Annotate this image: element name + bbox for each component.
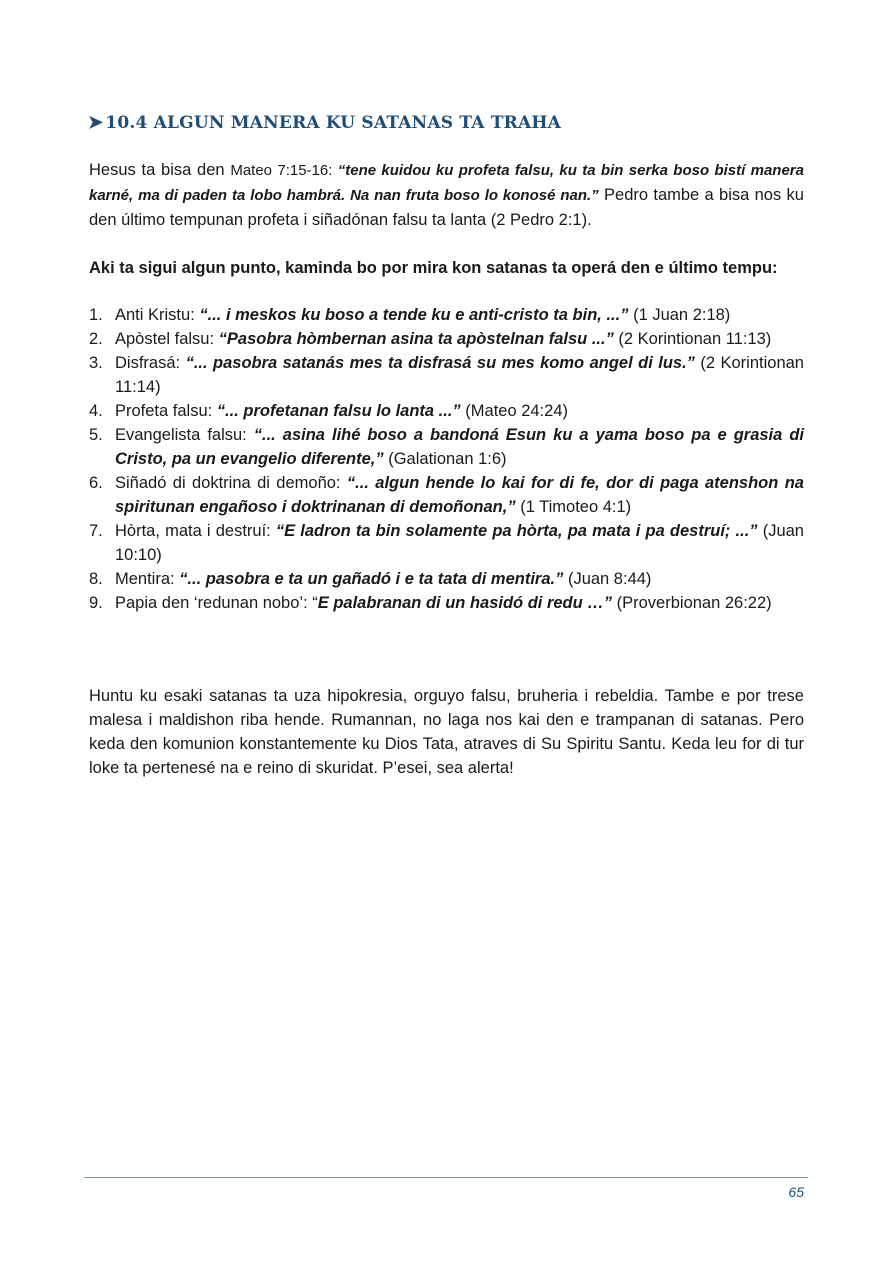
section-heading-text: 10.4 ALGUN MANERA KU SATANAS TA TRAHA	[105, 113, 562, 133]
list-item	[89, 399, 804, 423]
list-item-quote: “E ladron ta bin solamente pa hòrta, pa mata i pa destruí; ...”	[275, 522, 758, 540]
list-item-label: Siñadó di doktrina di demoño:	[115, 474, 347, 492]
points-intro: Aki ta sigui algun punto, kaminda bo por mira kon satanas ta operá den e último tempu:	[89, 259, 778, 277]
list-item-text	[115, 423, 804, 471]
list-item	[89, 303, 804, 327]
list-item	[89, 327, 804, 351]
page-number: 65	[788, 1184, 804, 1200]
section-heading	[88, 112, 808, 133]
intro-lead: Hesus ta bisa den	[89, 161, 231, 179]
list-item-text	[115, 519, 804, 567]
list-item-quote: “... pasobra e ta un gañadó i e ta tata di mentira.”	[179, 570, 564, 588]
list-item-reference: (2 Korintionan 11:13)	[613, 330, 772, 348]
list-item-reference: (1 Timoteo 4:1)	[515, 498, 632, 516]
list-item-text	[115, 303, 804, 327]
list-item-number: 9.	[89, 594, 103, 612]
list-item-label: Disfrasá:	[115, 354, 186, 372]
list-item-number: 1.	[89, 306, 103, 324]
list-item-number: 6.	[89, 474, 103, 492]
list-item-number: 8.	[89, 570, 103, 588]
list-item	[89, 351, 804, 399]
list-item-quote: “... i meskos ku boso a tende ku e anti-cristo ta bin, ...”	[199, 306, 629, 324]
list-item	[89, 471, 804, 519]
list-item	[89, 591, 804, 615]
intro-tail: Pedro tambe a bisa nos ku den último tempunan profeta i siñadónan falsu ta lanta (2 Pedro 2:1).	[89, 186, 804, 229]
list-item-label: Anti Kristu:	[115, 306, 200, 324]
list-item-quote: “... profetanan falsu lo lanta ...”	[216, 402, 461, 420]
list-item-text	[115, 471, 804, 519]
list-item-number: 7.	[89, 522, 103, 540]
list-item-quote: “Pasobra hòmbernan asina ta apòstelnan falsu ...”	[218, 330, 614, 348]
list-item-number: 2.	[89, 330, 103, 348]
list-item-label: Profeta falsu:	[115, 402, 217, 420]
list-item-text	[115, 567, 804, 591]
list-item-reference: (Mateo 24:24)	[460, 402, 568, 420]
footer-divider	[84, 1177, 808, 1178]
list-item	[89, 567, 804, 591]
intro-reference: Mateo 7:15-16:	[230, 162, 338, 179]
list-item-quote: “... pasobra satanás mes ta disfrasá su mes komo angel di lus.”	[185, 354, 695, 372]
arrow-icon: ➤	[88, 112, 104, 133]
list-item-text	[115, 399, 804, 423]
list-item-text	[115, 591, 804, 615]
list-item	[89, 519, 804, 567]
list-item-reference: (Juan 8:44)	[563, 570, 652, 588]
points-list	[89, 303, 804, 615]
list-item-reference: (Galationan 1:6)	[383, 450, 507, 468]
list-item-quote: “... asina lihé boso a bandoná Esun ku a yama boso pa e grasia di Cristo, pa un evangelio diferente,”	[115, 426, 804, 468]
intro-paragraph	[89, 158, 804, 232]
list-item-label: Hòrta, mata i destruí:	[115, 522, 276, 540]
list-item-label: Evangelista falsu:	[115, 426, 254, 444]
list-item-label: Apòstel falsu:	[115, 330, 219, 348]
list-item-reference: (2 Korintionan 11:14)	[115, 354, 804, 396]
list-item-reference: (Juan 10:10)	[115, 522, 804, 564]
list-item-quote: “... algun hende lo kai for di fe, dor di paga atenshon na spiritunan engañoso i doktrinanan di demoñonan,”	[115, 474, 804, 516]
list-item-number: 5.	[89, 426, 103, 444]
list-item-number: 4.	[89, 402, 103, 420]
list-item	[89, 423, 804, 471]
list-item-reference: (1 Juan 2:18)	[628, 306, 731, 324]
list-item-label: Papia den ‘redunan nobo’: “	[115, 594, 318, 612]
list-item-text	[115, 327, 804, 351]
list-item-quote: E palabranan di un hasidó di redu …”	[317, 594, 613, 612]
list-item-reference: (Proverbionan 26:22)	[612, 594, 772, 612]
list-item-number: 3.	[89, 354, 103, 372]
list-item-text	[115, 351, 804, 399]
list-item-label: Mentira:	[115, 570, 180, 588]
conclusion-paragraph: Huntu ku esaki satanas ta uza hipokresia, orguyo falsu, bruheria i rebeldia. Tambe e por trese malesa i maldishon riba hende. Rumannan, no laga nos kai den e trampanan di satanas. Pero keda den komunion konstantemente ku Dios Tata, atraves di Su Spiritu Santu. Keda leu for di tur loke ta pertenesé na e reino di skuridat. P’esei, sea alerta!	[89, 687, 804, 777]
intro-quote: “tene kuidou ku profeta falsu, ku ta bin serka boso bistí manera karné, ma di paden ta lobo hambrá. Na nan fruta boso lo konosé nan.”	[89, 162, 804, 204]
